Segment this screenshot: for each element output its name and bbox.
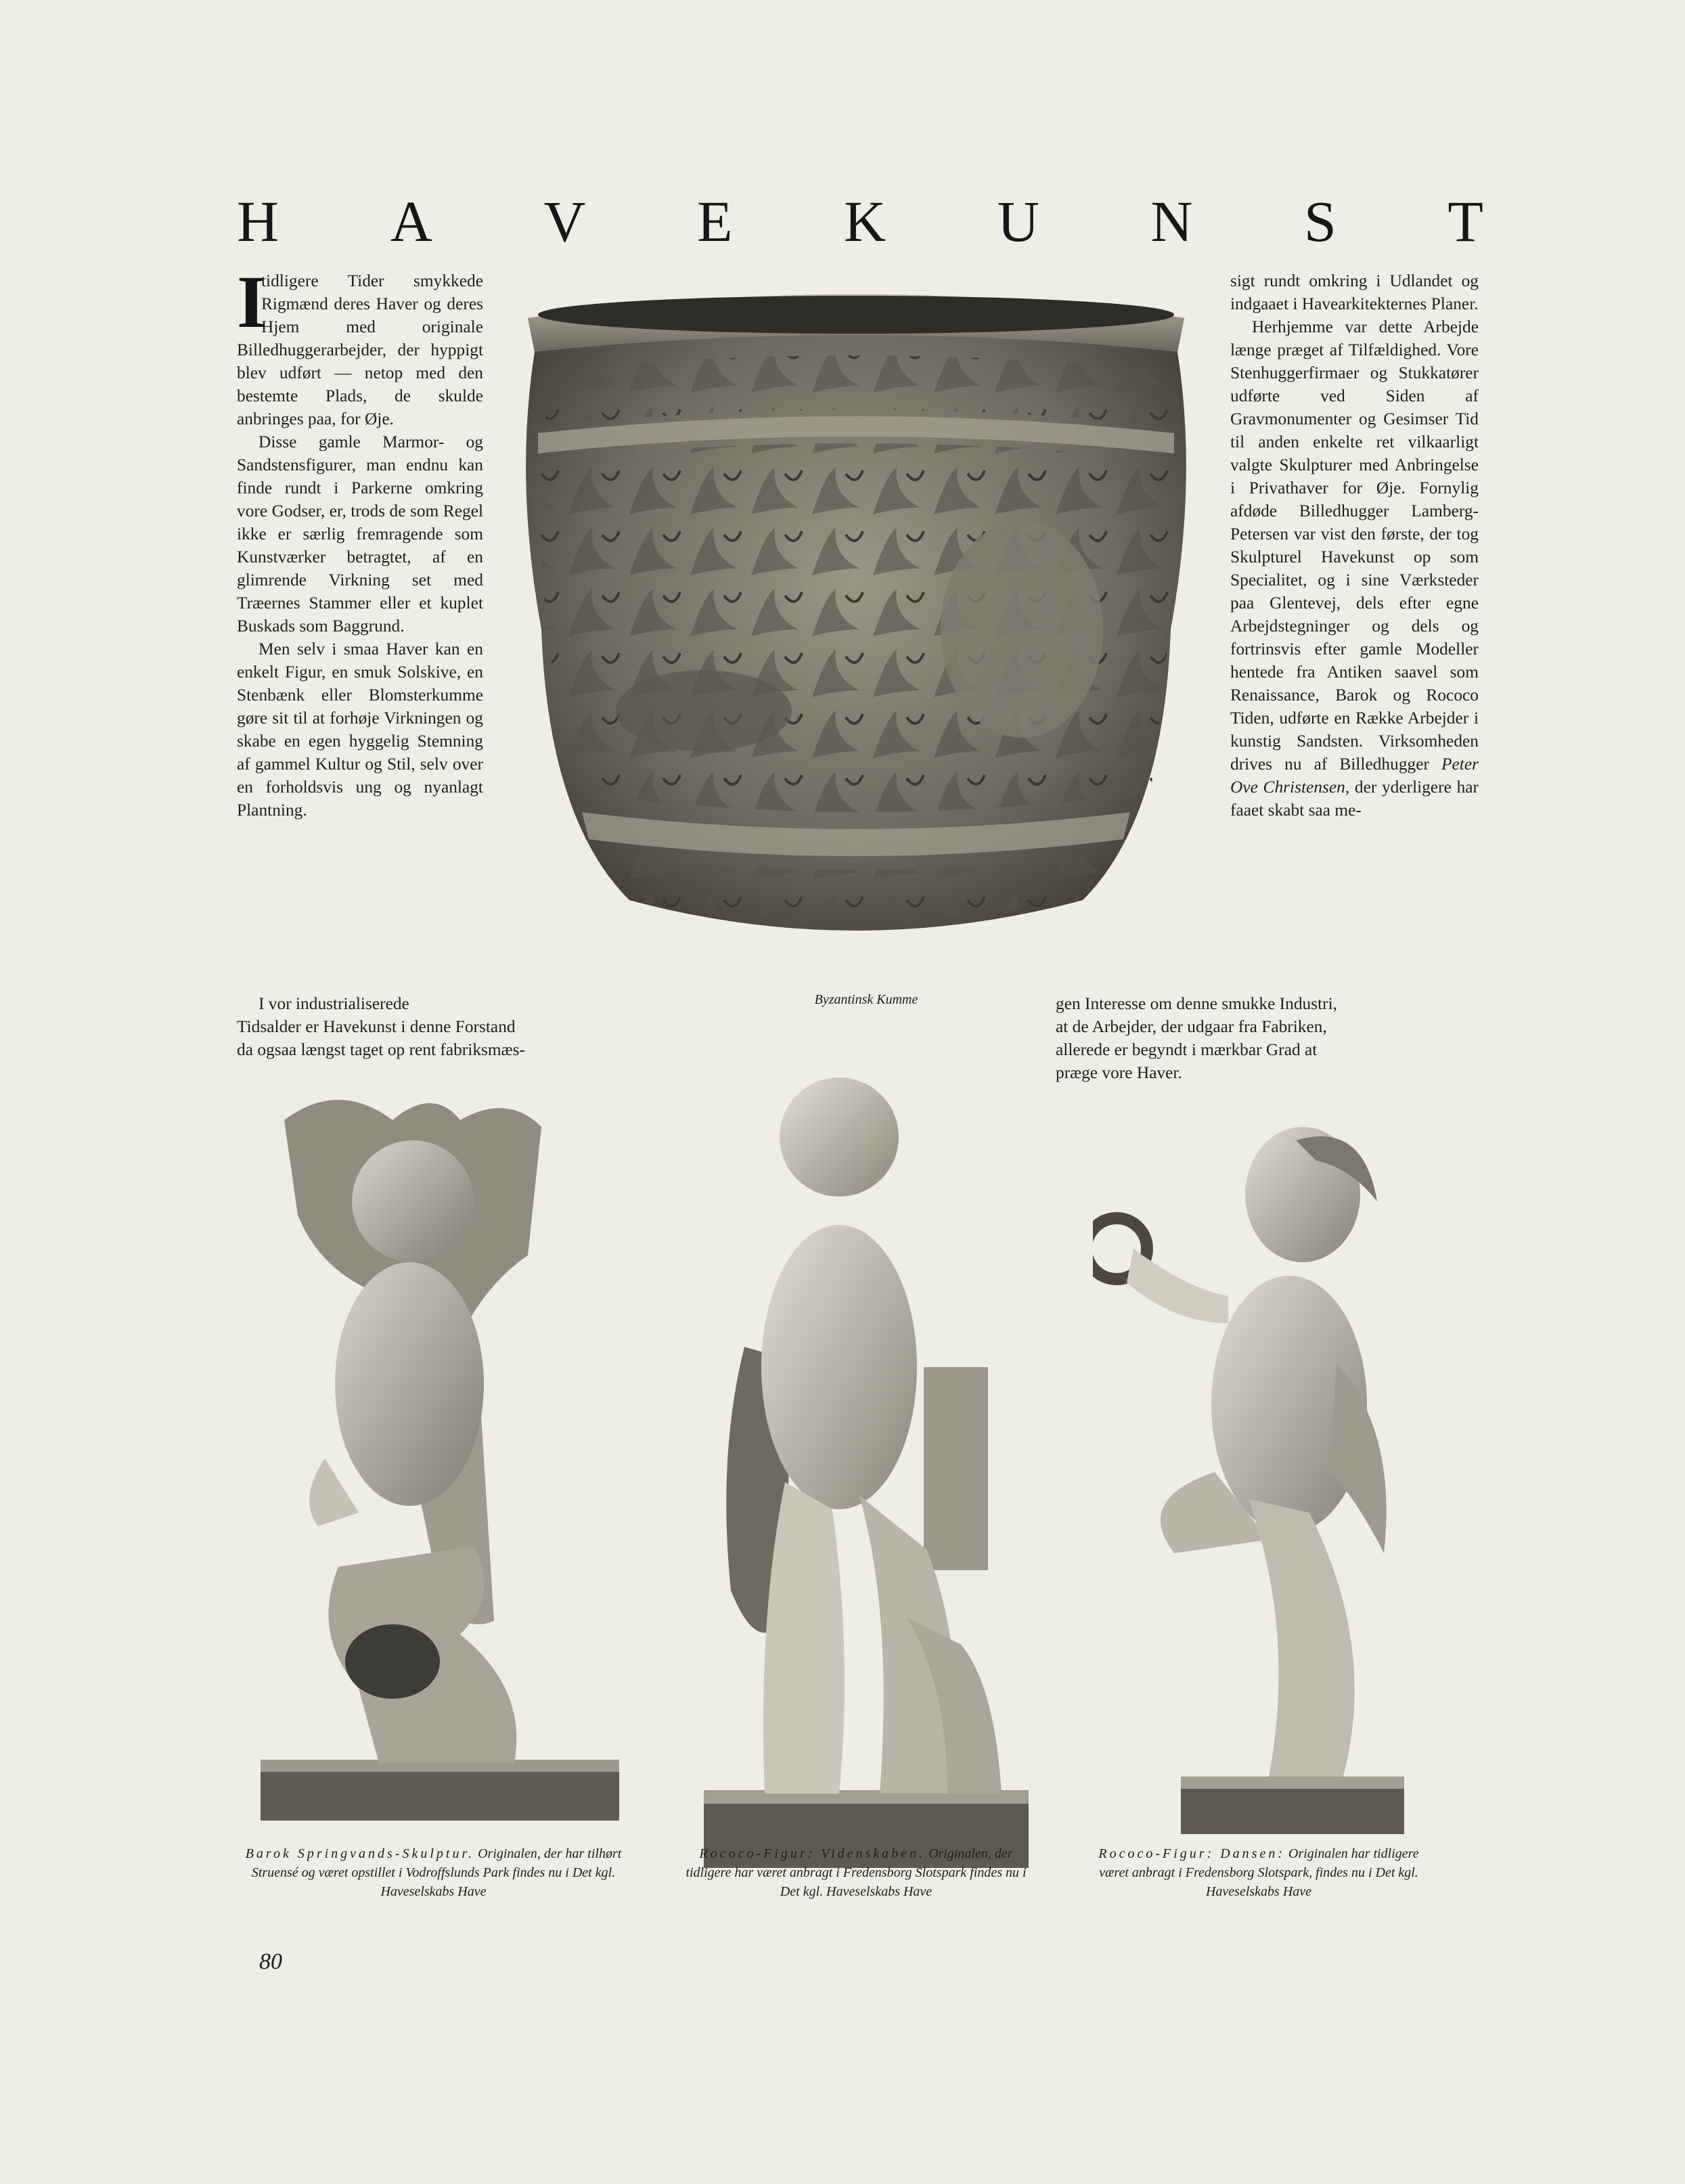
rococo-science-sculpture-photo [704,1076,1029,1868]
sculpture-illustration [257,1079,623,1824]
page-number: 80 [259,1949,282,1974]
text-line: gen Interesse om denne smukke Industri, [1056,994,1338,1013]
paragraph [1230,315,1479,822]
caption-text: Originalen, der tidligere har været anbragt i Fredensborg Slotspark findes nu i Det kgl. Haveselskabs Have [686,1846,1027,1899]
right-column [1230,269,1479,822]
title-letter: E [696,189,733,254]
right-wide-text [1056,992,1479,1084]
text-line: præge vore Haver. [1056,1063,1182,1082]
drop-cap: I [237,261,266,343]
title-letter: A [390,189,432,254]
title-letter: N [1150,189,1193,254]
bowl-caption: Byzantinsk Kumme [814,992,918,1007]
paragraph [237,261,483,430]
caption-text: Originalen, der har tilhørt Struensé og været opstillet i Vodroffslunds Park findes nu i Det kgl. Haveselskabs Have [251,1846,622,1899]
title-letter: T [1447,189,1483,254]
figure-2-caption [677,1844,1035,1901]
paragraph-text: tidligere Tider smykkede Rigmænd deres Haver og deres Hjem med originale Billedhuggerarbejder, der hyppigt blev udført — netop med den bestemte Plads, de skulde anbringes paa, for Øje. [237,271,483,428]
text-line [237,1038,623,1061]
sculptor-name: Peter Ove Christensen, [1230,755,1479,797]
page-title [237,184,1483,259]
paragraph: sigt rundt omkring i Udlandet og indgaaet i Havearkitekternes Planer. [1230,271,1479,313]
title-letter: U [997,189,1039,254]
paragraph-text: der yderligere har faaet skabt saa me- [1230,778,1479,820]
title-letter: V [543,189,586,254]
left-wide-text [237,992,623,1061]
baroque-fountain-sculpture-photo [257,1079,623,1824]
bowl-illustration [501,277,1211,968]
byzantine-bowl-photo [501,277,1211,968]
text-line [237,1015,623,1038]
left-column [237,261,483,822]
title-letter: K [844,189,886,254]
paragraph: Men selv i smaa Haver kan en enkelt Figur, en smuk Solskive, en Stenbænk eller Blomsterkumme gøre sit til at forhøje Virkningen og skabe en egen hyggelig Stemning af gammel Kultur og Stil, selv over en forholdsvis ung og nyanlagt Plantning. [237,640,483,820]
sculpture-illustration [1093,1120,1411,1834]
caption-lead: Rococo-Figur: Dansen: [1098,1846,1286,1861]
sculpture-illustration [704,1076,1029,1868]
text-line-content: da ogsaa længst taget op rent fabriksmæs- [237,1040,525,1059]
rococo-dance-sculpture-photo [1093,1120,1411,1834]
text-line: at de Arbejder, der udgaar fra Fabriken, [1056,1017,1327,1036]
title-letter: H [237,189,279,254]
paragraph-text: Herhjemme var dette Arbejde længe præget af Tilfældighed. Vore Stenhuggerfirmaer og Stukkatører udførte ved Siden af Gravmonumenter og Gesimser Tid til anden enkelte ret vilkaarligt valgte Skulpturer med Anbringelse i Privathaver for Øje. Fornylig afdøde Billedhugger Lamberg-Petersen var vist den første, der tog Skulpturel Havekunst op som Specialitet, og i sine Værksteder paa Glentevej, dels efter egne Arbejdstegninger og dels og fortrinsvis efter gamle Modeller hentede fra Antiken saavel som Renaissance, Barok og Rococo Tiden, udførte en Række Arbejder i kunstig Sandsten. Virksomheden drives nu af Billedhugger [1230,317,1479,774]
figure-1-caption [242,1844,625,1901]
text-line: allerede er begyndt i mærkbar Grad at [1056,1040,1318,1059]
caption-text: Originalen har tidligere været anbragt i Fredensborg Slotspark, findes nu i Det kgl. Haveselskabs Have [1099,1846,1419,1899]
title-letter: S [1304,189,1336,254]
paragraph: Disse gamle Marmor- og Sandstensfigurer, man endnu kan finde rundt i Parkerne omkring vore Godser, er, trods de som Regel ikke er særlig fremragende som Kunstværker betragtet, af en glimrende Virkning set med Træernes Stammer eller et kuplet Buskads som Baggrund. [237,432,483,636]
text-line-content: I vor industrialiserede [259,994,409,1013]
caption-lead: Barok Springvands-Skulptur. [245,1846,475,1861]
caption-lead: Rococo-Figur: Videnskaben. [699,1846,926,1861]
text-line [237,992,623,1015]
text-line-content: Tidsalder er Havekunst i denne Forstand [237,1017,516,1036]
figure-3-caption [1083,1844,1435,1901]
